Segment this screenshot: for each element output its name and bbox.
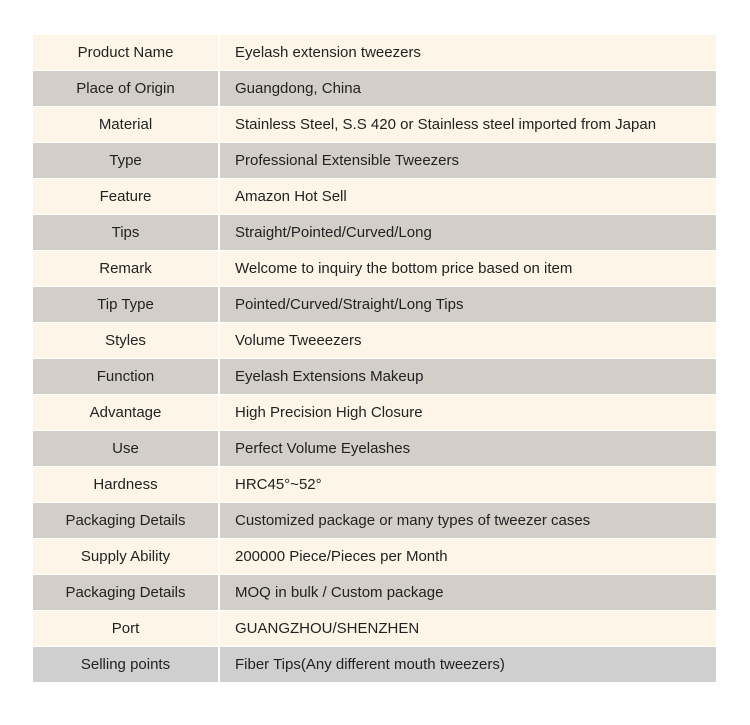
- spec-label: Supply Ability: [33, 539, 220, 574]
- spec-row-packaging-details: [33, 503, 716, 539]
- spec-label: Styles: [33, 323, 220, 358]
- spec-label: Product Name: [33, 35, 220, 70]
- spec-label: Packaging Details: [33, 503, 220, 538]
- spec-label: Remark: [33, 251, 220, 286]
- spec-label: Function: [33, 359, 220, 394]
- spec-value: MOQ in bulk / Custom package: [235, 584, 444, 601]
- spec-row-styles: [33, 323, 716, 359]
- spec-row-feature: [33, 179, 716, 215]
- spec-row-advantage: [33, 395, 716, 431]
- spec-row-tips: [33, 215, 716, 251]
- spec-row-function: [33, 359, 716, 395]
- spec-row-material: [33, 107, 716, 143]
- product-spec-table: [33, 35, 716, 682]
- spec-value: Guangdong, China: [235, 80, 361, 97]
- spec-label: Packaging Details: [33, 575, 220, 610]
- spec-label: Port: [33, 611, 220, 646]
- spec-label: Feature: [33, 179, 220, 214]
- spec-value: Pointed/Curved/Straight/Long Tips: [235, 296, 464, 313]
- spec-value: Customized package or many types of tweezer cases: [235, 512, 591, 529]
- spec-value: 200000 Piece/Pieces per Month: [235, 548, 448, 565]
- spec-value: Perfect Volume Eyelashes: [235, 440, 411, 457]
- spec-label: Material: [33, 107, 220, 142]
- spec-value: Professional Extensible Tweezers: [235, 152, 460, 169]
- spec-row-place-of-origin: [33, 71, 716, 107]
- spec-row-supply-ability: [33, 539, 716, 575]
- spec-value: Eyelash Extensions Makeup: [235, 368, 424, 385]
- spec-value: Volume Tweeezers: [235, 332, 362, 349]
- spec-label: Use: [33, 431, 220, 466]
- spec-value: High Precision High Closure: [235, 404, 423, 421]
- spec-label: Tip Type: [33, 287, 220, 322]
- spec-label: Advantage: [33, 395, 220, 430]
- spec-label: Place of Origin: [33, 71, 220, 106]
- spec-row-product-name: [33, 35, 716, 71]
- spec-row-type: [33, 143, 716, 179]
- spec-row-remark: [33, 251, 716, 287]
- spec-row-tip-type: [33, 287, 716, 323]
- spec-row-selling-points: [33, 647, 716, 682]
- spec-label: Selling points: [33, 647, 220, 682]
- spec-row-hardness: [33, 467, 716, 503]
- spec-value: HRC45°~52°: [235, 476, 322, 493]
- spec-value: Amazon Hot Sell: [235, 188, 347, 205]
- spec-value: GUANGZHOU/SHENZHEN: [235, 620, 420, 637]
- spec-row-packaging-details-2: [33, 575, 716, 611]
- spec-label: Tips: [33, 215, 220, 250]
- spec-row-port: [33, 611, 716, 647]
- spec-value: Stainless Steel, S.S 420 or Stainless steel imported from Japan: [235, 116, 657, 133]
- spec-label: Hardness: [33, 467, 220, 502]
- spec-label: Type: [33, 143, 220, 178]
- spec-value: Fiber Tips(Any different mouth tweezers): [235, 656, 505, 673]
- spec-value: Eyelash extension tweezers: [235, 44, 421, 61]
- spec-value: Welcome to inquiry the bottom price based on item: [235, 260, 573, 277]
- spec-row-use: [33, 431, 716, 467]
- spec-value: Straight/Pointed/Curved/Long: [235, 224, 432, 241]
